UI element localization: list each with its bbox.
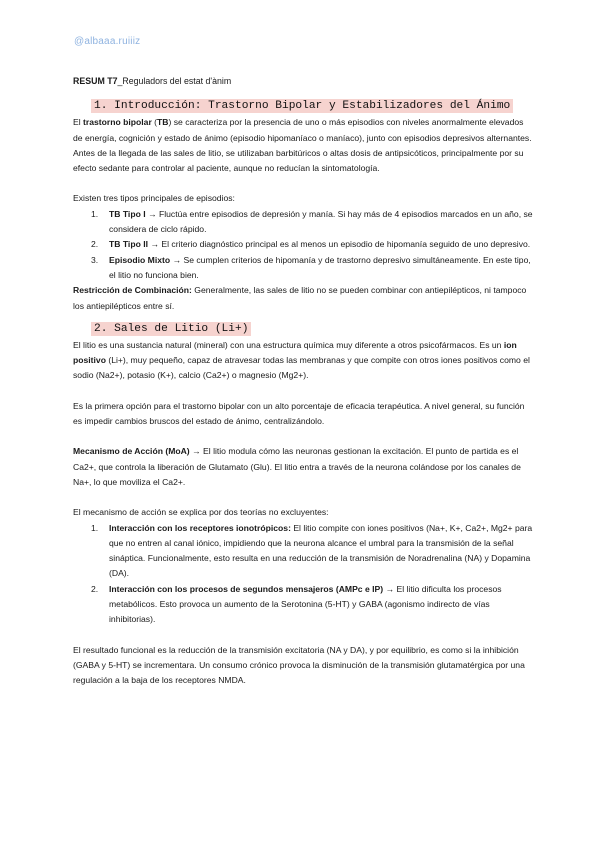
text-run: El litio es una sustancia natural (mineral) con una estructura química muy diferente a otros psicofármacos. Es un [73, 339, 504, 350]
bold-term: TB Tipo I [109, 208, 146, 219]
s2-paragraph-3: El mecanismo de acción se explica por dos teorías no excluyentes: [73, 507, 329, 518]
bold-term: ion positivo [73, 339, 517, 366]
document-title [73, 74, 533, 89]
text-run: El [73, 117, 84, 128]
text-run: ) se caracteriza por la presencia de uno o más episodios con niveles anormalmente elevados de energía, cognición y estado de ánimo (episodio hipomaníaco o maníaco), junto con episodios depresivos alternantes. [73, 117, 532, 143]
document-body [73, 74, 533, 689]
list-number: 1. [91, 522, 99, 533]
list-item [73, 253, 533, 284]
bold-term: Interacción con los receptores ionotrópicos: [109, 522, 291, 533]
list-text: → Se cumplen criterios de hipomanía y de trastorno depresivo simultáneamente. En este tipo, el litio no funciona bien. [109, 254, 531, 280]
text-run: → El litio modula cómo las neuronas gestionan la excitación. El punto de partida es el Ca2+, que controla la liberación de Glutamato (Glu). El litio entra a través de la neurona colándose por los canales de Na+, lo que moviliza el Ca2+. [73, 446, 521, 487]
section-1-heading-text: 1. Introducción: Trastorno Bipolar y Estabilizadores del Ánimo [91, 99, 513, 113]
bold-term: Episodio Mixto [109, 254, 171, 265]
title-rest: _Reguladors del estat d'ànim [117, 76, 232, 86]
section-2-heading-text: 2. Sales de Litio (Li+) [91, 322, 251, 336]
s2-theory-list [73, 521, 533, 628]
s2-mechanism [73, 444, 533, 490]
text-run: (Li+), muy pequeño, capaz de atravesar todas las membranas y que compite con otros iones positivos como el sodio (Na2+), potasio (K+), calcio (Ca2+) o magnesio (Mg2+). [73, 355, 530, 381]
s1-paragraph-2: Antes de la llegada de las sales de litio, se utilizaban barbitúricos o altas dosis de antipsicóticos, principalmente por su efecto sedante para controlar al paciente, aunque no reducían la sintomatología. [73, 147, 524, 174]
list-item [73, 521, 533, 582]
list-number: 2. [91, 583, 99, 594]
bold-term: TB Tipo II [109, 239, 148, 250]
bold-term: Mecanismo de Acción (MoA) [73, 446, 190, 457]
list-text: → El litio dificulta los procesos metabólicos. Esto provoca un aumento de la Serotonina (5-HT) y GABA (agonismo indirecto de vías inhibitorias). [109, 583, 502, 625]
list-item [73, 207, 533, 238]
section-2-heading [91, 322, 533, 337]
list-item [73, 582, 533, 628]
list-text: → Fluctúa entre episodios de depresión y manía. Si hay más de 4 episodios marcados en un año, se considera de ciclo rápido. [109, 208, 533, 235]
title-bold: RESUM T7 [73, 76, 118, 86]
list-text: → El criterio diagnóstico principal es al menos un episodio de hipomanía seguido de uno depresivo. [148, 239, 531, 250]
s1-paragraph-1 [73, 115, 533, 146]
s1-restriction [73, 283, 533, 314]
list-number: 1. [91, 208, 99, 219]
list-number: 2. [91, 239, 99, 250]
list-number: 3. [91, 254, 99, 265]
text-run: ( [151, 117, 158, 128]
author-handle: @albaaa.ruiiiz [74, 36, 141, 47]
bold-term: trastorno bipolar [83, 117, 152, 128]
bold-term: Interacción con los procesos de segundos mensajeros (AMPc e IP) [109, 583, 384, 594]
section-1-heading [91, 99, 533, 114]
s1-episode-list [73, 207, 533, 283]
bold-term: TB [157, 117, 169, 128]
s2-paragraph-1 [73, 338, 533, 384]
s2-paragraph-2: Es la primera opción para el trastorno bipolar con un alto porcentaje de eficacia terapéutica. A nivel general, su función es impedir cambios bruscos del estado de ánimo, centralizándolo. [73, 400, 525, 427]
text-run: Generalmente, las sales de litio no se pueden combinar con antiepilépticos, ni tampoco los antiepilépticos entre sí. [73, 285, 527, 311]
list-item [73, 237, 533, 252]
s2-paragraph-4: El resultado funcional es la reducción de la transmisión excitatoria (NA y DA), y por equilibrio, es como si la inhibición (GABA y 5-HT) se incrementara. Un consumo crónico provoca la disminución de la transmisión glutamatérgica por una regulación a la baja de los receptores NMDA. [73, 644, 525, 686]
bold-term: Restricción de Combinación: [73, 285, 192, 296]
s1-paragraph-3: Existen tres tipos principales de episodios: [73, 193, 235, 204]
list-text: El litio compite con iones positivos (Na+, K+, Ca2+, Mg2+ para que no entren al canal iónico, impidiendo que la neurona alcance el umbral para la transmisión de la señal sináptica. Funcionalmente, esto resulta en una reducción de la transmisión de Noradrenalina (NA) y Dopamina (DA). [109, 522, 533, 579]
